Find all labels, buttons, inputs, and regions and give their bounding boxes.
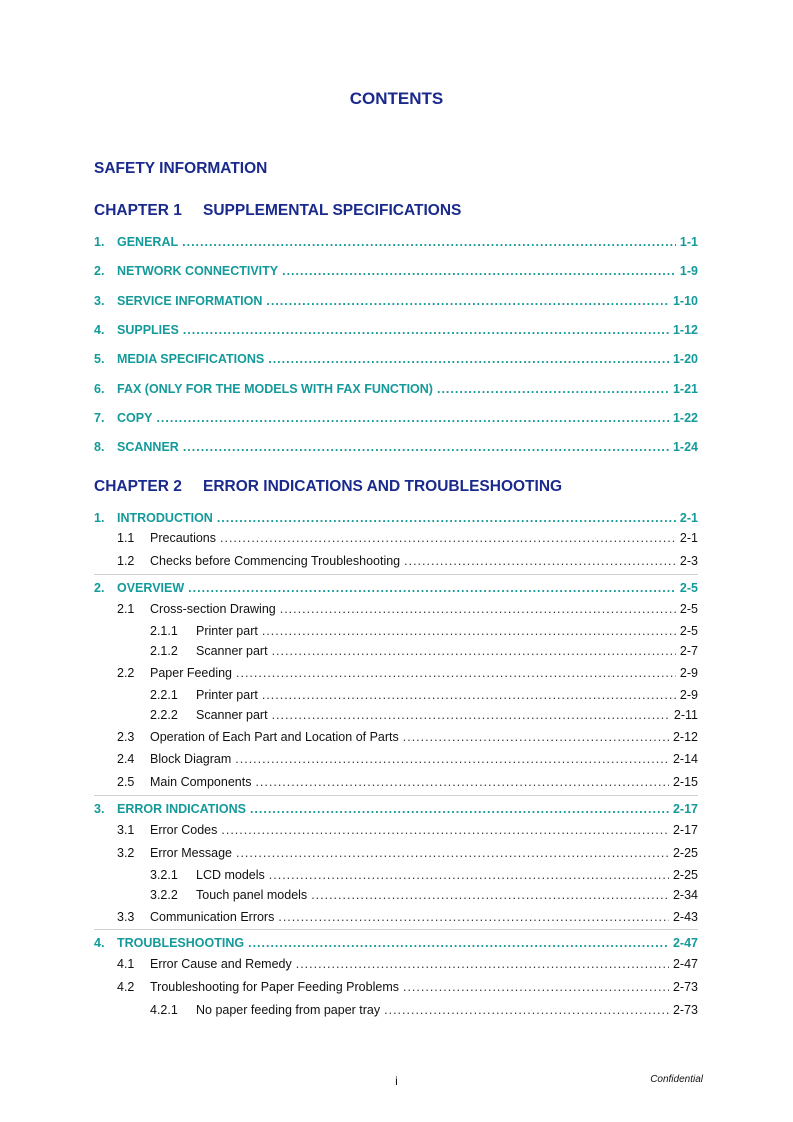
dot-leader <box>255 774 669 790</box>
toc-entry-page: 2-11 <box>673 708 698 722</box>
toc-entry-page: 2-1 <box>679 531 698 545</box>
toc-entry-label: Main Components <box>150 775 252 789</box>
toc-entry-2-printer-part-2[interactable] <box>0 687 793 703</box>
toc-entry-page: 1-24 <box>672 440 698 454</box>
toc-entry-label: Error Codes <box>150 823 218 837</box>
toc-entry-page: 2-5 <box>679 581 698 595</box>
toc-entry-number: 3.2.2 <box>150 888 178 902</box>
toc-entry-2-introduction[interactable] <box>0 510 793 526</box>
toc-entry-label: Precautions <box>150 531 217 545</box>
dot-leader <box>403 979 669 995</box>
toc-entry-number: 2.1.1 <box>150 624 178 638</box>
toc-entry-number: 3. <box>94 294 105 308</box>
toc-entry-number: 1. <box>94 511 105 525</box>
dot-leader <box>188 580 676 596</box>
toc-entry-2-troubleshooting[interactable] <box>0 935 793 951</box>
toc-entry-page: 2-5 <box>679 602 698 616</box>
toc-entry-label: Printer part <box>196 688 258 702</box>
safety-heading-label: SAFETY INFORMATION <box>94 160 268 177</box>
toc-entry-number: 2.5 <box>117 775 135 789</box>
toc-entry-label: Scanner part <box>196 644 268 658</box>
dot-leader <box>269 867 669 883</box>
toc-entry-number: 3.3 <box>117 910 135 924</box>
toc-entry-label: Error Cause and Remedy <box>150 957 292 971</box>
page-title: CONTENTS <box>349 89 444 108</box>
toc-entry-label: Operation of Each Part and Location of Parts <box>150 730 399 744</box>
toc-entry-number: 1.2 <box>117 554 135 568</box>
dot-leader <box>266 293 669 309</box>
toc-entry-label: SUPPLIES <box>117 323 179 337</box>
toc-entry-page: 2-47 <box>672 936 698 950</box>
toc-entry-page: 1-9 <box>679 264 698 278</box>
toc-entry-page: 2-17 <box>672 823 698 837</box>
dot-leader <box>236 845 669 861</box>
toc-entry-number: 3.2.1 <box>150 868 178 882</box>
toc-entry-1-service-information[interactable] <box>0 293 793 309</box>
toc-entry-2-error-codes[interactable] <box>0 822 793 838</box>
dot-leader <box>268 351 669 367</box>
toc-entry-page: 1-21 <box>672 382 698 396</box>
toc-entry-label: No paper feeding from paper tray <box>196 1003 381 1017</box>
toc-entry-number: 8. <box>94 440 105 454</box>
toc-entry-page: 1-1 <box>679 235 698 249</box>
toc-entry-1-general[interactable] <box>0 234 793 250</box>
dot-leader <box>437 381 669 397</box>
toc-entry-label: GENERAL <box>117 235 179 249</box>
toc-entry-number: 2.1.2 <box>150 644 178 658</box>
toc-entry-2-cross-section[interactable] <box>0 601 793 617</box>
dot-leader <box>311 887 669 903</box>
toc-entry-page: 2-17 <box>672 802 698 816</box>
dot-leader <box>262 623 676 639</box>
toc-entry-number: 3.2 <box>117 846 135 860</box>
toc-entry-number: 7. <box>94 411 105 425</box>
toc-entry-number: 6. <box>94 382 105 396</box>
section-divider <box>94 574 698 575</box>
toc-entry-page: 2-25 <box>672 846 698 860</box>
confidential-label: Confidential <box>650 1074 703 1085</box>
toc-entry-number: 4. <box>94 936 105 950</box>
dot-leader <box>250 801 669 817</box>
toc-entry-2-lcd-models[interactable] <box>0 867 793 883</box>
toc-entry-2-error-cause-remedy[interactable] <box>0 956 793 972</box>
chapter1-number: CHAPTER 1 <box>94 202 182 219</box>
toc-entry-2-paper-feeding-problems[interactable] <box>0 979 793 995</box>
toc-entry-page: 2-7 <box>679 644 698 658</box>
toc-entry-label: LCD models <box>196 868 265 882</box>
toc-entry-label: Touch panel models <box>196 888 308 902</box>
toc-entry-label: ERROR INDICATIONS <box>117 802 246 816</box>
section-divider <box>94 795 698 796</box>
toc-entry-label: COPY <box>117 411 153 425</box>
toc-entry-label: FAX (ONLY FOR THE MODELS WITH FAX FUNCTION) <box>117 382 433 396</box>
toc-entry-label: Error Message <box>150 846 232 860</box>
dot-leader <box>156 410 669 426</box>
toc-entry-number: 4.2.1 <box>150 1003 178 1017</box>
toc-entry-2-precautions[interactable] <box>0 530 793 546</box>
toc-entry-number: 2.3 <box>117 730 135 744</box>
toc-entry-label: Troubleshooting for Paper Feeding Problems <box>150 980 399 994</box>
toc-entry-1-supplies[interactable] <box>0 322 793 338</box>
toc-entry-page: 2-34 <box>672 888 698 902</box>
toc-entry-page: 2-15 <box>672 775 698 789</box>
toc-entry-number: 4.1 <box>117 957 135 971</box>
dot-leader <box>248 935 669 951</box>
toc-entry-page: 2-9 <box>679 666 698 680</box>
toc-entry-label: Block Diagram <box>150 752 232 766</box>
toc-entry-1-fax[interactable] <box>0 381 793 397</box>
toc-entry-label: SCANNER <box>117 440 179 454</box>
chapter2-number: CHAPTER 2 <box>94 478 182 495</box>
dot-leader <box>221 822 669 838</box>
toc-entry-number: 2. <box>94 264 105 278</box>
toc-entry-1-media-specifications[interactable] <box>0 351 793 367</box>
toc-entry-number: 4. <box>94 323 105 337</box>
toc-entry-2-block-diagram[interactable] <box>0 751 793 767</box>
toc-entry-page: 2-14 <box>672 752 698 766</box>
toc-entry-label: NETWORK CONNECTIVITY <box>117 264 279 278</box>
toc-entry-1-network-connectivity[interactable] <box>0 263 793 279</box>
toc-entry-2-operation[interactable] <box>0 729 793 745</box>
toc-entry-number: 2.2 <box>117 666 135 680</box>
toc-entry-label: SERVICE INFORMATION <box>117 294 263 308</box>
toc-entry-1-scanner[interactable] <box>0 439 793 455</box>
dot-leader <box>404 553 676 569</box>
toc-entry-2-paper-feeding[interactable] <box>0 665 793 681</box>
toc-entry-2-checks[interactable] <box>0 553 793 569</box>
toc-entry-2-scanner-part-2[interactable] <box>0 707 793 723</box>
toc-entry-2-error-message[interactable] <box>0 845 793 861</box>
toc-entry-2-main-components[interactable] <box>0 774 793 790</box>
dot-leader <box>272 643 676 659</box>
toc-entry-page: 1-12 <box>672 323 698 337</box>
toc-entry-page: 2-1 <box>679 511 698 525</box>
chapter2-heading <box>94 478 562 496</box>
toc-entry-page: 1-22 <box>672 411 698 425</box>
toc-entry-1-copy[interactable] <box>0 410 793 426</box>
toc-entry-label: Checks before Commencing Troubleshooting <box>150 554 401 568</box>
section-divider <box>94 929 698 930</box>
toc-entry-label: Printer part <box>196 624 258 638</box>
dot-leader <box>384 1002 669 1018</box>
toc-entry-label: Cross-section Drawing <box>150 602 276 616</box>
toc-entry-number: 2.2.2 <box>150 708 178 722</box>
dot-leader <box>403 729 669 745</box>
toc-entry-number: 2.4 <box>117 752 135 766</box>
toc-entry-page: 2-47 <box>672 957 698 971</box>
chapter1-title: SUPPLEMENTAL SPECIFICATIONS <box>203 202 462 219</box>
dot-leader <box>236 665 676 681</box>
toc-entry-number: 5. <box>94 352 105 366</box>
toc-entry-page: 2-3 <box>679 554 698 568</box>
toc-entry-label: Scanner part <box>196 708 268 722</box>
dot-leader <box>235 751 669 767</box>
dot-leader <box>282 263 676 279</box>
toc-entry-2-communication-errors[interactable] <box>0 909 793 925</box>
toc-entry-label: OVERVIEW <box>117 581 185 595</box>
dot-leader <box>278 909 669 925</box>
toc-entry-label: TROUBLESHOOTING <box>117 936 245 950</box>
toc-entry-number: 3.1 <box>117 823 135 837</box>
dot-leader <box>217 510 676 526</box>
toc-entry-page: 2-5 <box>679 624 698 638</box>
toc-entry-number: 3. <box>94 802 105 816</box>
toc-entry-label: Paper Feeding <box>150 666 233 680</box>
toc-entry-page: 1-20 <box>672 352 698 366</box>
toc-entry-number: 2.1 <box>117 602 135 616</box>
toc-entry-number: 1.1 <box>117 531 135 545</box>
dot-leader <box>296 956 669 972</box>
dot-leader <box>182 234 676 250</box>
toc-entry-page: 2-12 <box>672 730 698 744</box>
toc-entry-label: INTRODUCTION <box>117 511 213 525</box>
toc-entry-page: 2-73 <box>672 1003 698 1017</box>
toc-entry-number: 1. <box>94 235 105 249</box>
dot-leader <box>183 439 669 455</box>
toc-entry-page: 2-9 <box>679 688 698 702</box>
chapter2-title: ERROR INDICATIONS AND TROUBLESHOOTING <box>203 478 563 495</box>
toc-entry-label: MEDIA SPECIFICATIONS <box>117 352 265 366</box>
toc-entry-page: 1-10 <box>672 294 698 308</box>
toc-entry-number: 2.2.1 <box>150 688 178 702</box>
toc-entry-number: 4.2 <box>117 980 135 994</box>
toc-entry-2-error-indications[interactable] <box>0 801 793 817</box>
toc-entry-2-printer-part-1[interactable] <box>0 623 793 639</box>
safety-heading <box>94 160 267 178</box>
toc-entry-2-overview[interactable] <box>0 580 793 596</box>
toc-entry-label: Communication Errors <box>150 910 275 924</box>
toc-entry-number: 2. <box>94 581 105 595</box>
dot-leader <box>220 530 676 546</box>
chapter1-heading <box>94 202 461 220</box>
dot-leader <box>183 322 669 338</box>
toc-entry-page: 2-25 <box>672 868 698 882</box>
dot-leader <box>262 687 676 703</box>
toc-entry-2-scanner-part-1[interactable] <box>0 643 793 659</box>
dot-leader <box>272 707 670 723</box>
toc-entry-page: 2-73 <box>672 980 698 994</box>
page-number: i <box>395 1074 398 1088</box>
toc-entry-page: 2-43 <box>672 910 698 924</box>
toc-entry-2-touch-panel-models[interactable] <box>0 887 793 903</box>
dot-leader <box>280 601 676 617</box>
toc-entry-2-no-paper-feeding[interactable] <box>0 1002 793 1018</box>
